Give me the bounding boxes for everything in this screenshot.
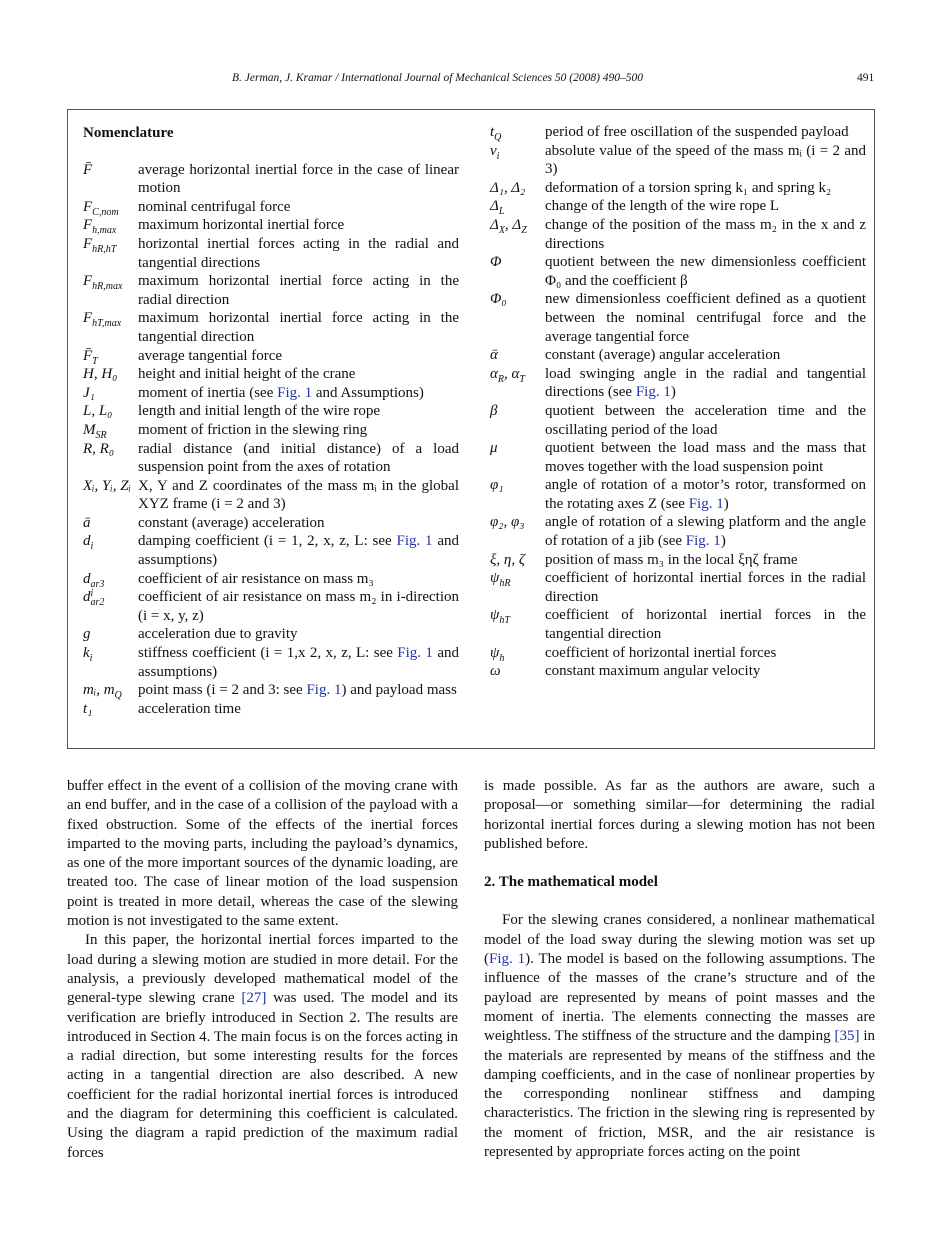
nomenclature-description: damping coefficient (i = 1, 2, x, z, L: see Fig. 1 and assumptions) — [138, 533, 460, 569]
page-number: 491 — [857, 72, 875, 84]
nomenclature-entry — [83, 384, 459, 403]
nomenclature-entry — [83, 309, 459, 346]
nomenclature-entry — [490, 606, 866, 643]
nomenclature-description: coefficient of horizontal inertial forces in the radial direction — [545, 570, 866, 605]
nomenclature-symbol: $v_i$ — [490, 142, 500, 162]
running-title: B. Jerman, J. Kramar / International Journal of Mechanical Sciences 50 (2008) 490–500 — [232, 72, 644, 84]
nomenclature-description: stiffness coefficient (i = 1,x 2, x, z, L: see Fig. 1 and assumptions) — [138, 645, 459, 680]
nomenclature-entry — [490, 290, 866, 346]
nomenclature-description: quotient between the acceleration time and the oscillating period of the load — [545, 402, 866, 438]
nomenclature-description: new dimensionless coefficient defined as a quotient between the nominal centrifugal force and the average tangential force — [545, 291, 866, 345]
nomenclature-entry — [83, 570, 459, 589]
nomenclature-description: change of the length of the wire rope L — [545, 198, 780, 215]
nomenclature-symbol: $F_{hT,max}$ — [83, 310, 122, 330]
nomenclature-symbol: F̄ — [83, 161, 93, 178]
nomenclature-description: radial distance (and initial distance) of a load suspension point from the axes of rotation — [138, 440, 459, 476]
nomenclature-description: average horizontal inertial force in the case of linear motion — [138, 161, 459, 197]
nomenclature-description: coefficient of air resistance on mass m₂ in i-direction (i = x, y, z) — [138, 589, 459, 624]
body-paragraph: is made possible. As far as the authors are aware, such a proposal—or something similar—for determining the radial horizontal inertial forces during a slewing motion has not been published before. — [484, 778, 875, 852]
nomenclature-description: quotient between the new dimensionless coefficient Φ₀ and the coefficient β — [545, 254, 866, 289]
nomenclature-entry — [490, 569, 866, 606]
nomenclature-description: angle of rotation of a motor’s rotor, transformed on the rotating axes Z (see Fig. 1) — [545, 477, 866, 512]
nomenclature-description: point mass (i = 2 and 3: see Fig. 1) and payload mass — [138, 682, 457, 699]
nomenclature-entry — [490, 402, 866, 439]
reference-link[interactable]: Fig. 1 — [397, 645, 433, 662]
nomenclature-entry — [490, 644, 866, 663]
nomenclature-entry — [83, 588, 459, 625]
nomenclature-entry — [83, 365, 459, 384]
reference-link[interactable]: Fig. 1 — [685, 533, 721, 550]
nomenclature-entry — [490, 365, 866, 402]
nomenclature-entry — [490, 179, 866, 198]
reference-link[interactable]: [35] — [834, 1028, 860, 1045]
nomenclature-symbol: t₁ — [83, 700, 93, 717]
nomenclature-symbol: g — [83, 626, 91, 643]
nomenclature-description: acceleration time — [138, 700, 241, 717]
nomenclature-title: Nomenclature — [83, 125, 174, 141]
nomenclature-entry — [83, 532, 459, 569]
nomenclature-symbol: Xᵢ, Yᵢ, Zᵢ — [83, 477, 131, 494]
nomenclature-symbol: $F_{hR,max}$ — [83, 273, 123, 293]
nomenclature-entry — [490, 197, 866, 216]
nomenclature-entry — [83, 644, 459, 681]
nomenclature-symbol: $\Delta_X$, $\Delta_Z$ — [490, 216, 527, 236]
nomenclature-entry — [490, 439, 866, 476]
nomenclature-symbol: $\Delta_L$ — [490, 198, 505, 218]
body-paragraph: buffer effect in the event of a collision of the moving crane with an end buffer, and in the case of a collision of the payload with a fixed obstruction. Some of the effects of the inertial forces imparted to the moving parts, including the payload’s dynamics, as one of the more important sources of the dynamic loading, are treated too. The case of linear motion of the load suspension point is treated in more detail, whereas the case of the slewing motion is not investigated to the same extent. — [67, 778, 458, 930]
nomenclature-description: constant (average) angular acceleration — [545, 347, 781, 364]
reference-link[interactable]: Fig. 1 — [277, 384, 313, 401]
nomenclature-symbol: mᵢ, $m_Q$ — [83, 682, 122, 702]
nomenclature-symbol: J₁ — [83, 384, 95, 401]
nomenclature-description: coefficient of horizontal inertial forces in the tangential direction — [545, 607, 866, 643]
nomenclature-symbol: μ — [490, 440, 498, 457]
nomenclature-description: absolute value of the speed of the mass mᵢ (i = 2 and 3) — [545, 142, 866, 178]
nomenclature-entry — [490, 216, 866, 253]
nomenclature-symbol: $F_{C,nom}$ — [83, 198, 119, 218]
nomenclature-description: coefficient of air resistance on mass m₃ — [138, 570, 374, 587]
body-paragraph: In this paper, the horizontal inertial forces imparted to the load during a slewing motion are studied in more detail. For the analysis, a previously developed mathematical model of the general-type slewing crane [27] was used. The model and its verification are briefly introduced in Section 2. The results are introduced in Section 4. The main focus is on the forces acting in a radial direction, but some interesting results for the forces acting in a tangential direction are also described. A new coefficient for the radial horizontal inertial forces is introduced and the diagram for determining this coefficient is calculated. Using the diagram a rapid prediction of the maximum radial forces — [67, 932, 458, 1161]
nomenclature-symbol: $d_{ar3}$ — [83, 570, 105, 590]
nomenclature-symbol: φ₂, φ₃ — [490, 514, 525, 531]
nomenclature-symbol: ā — [83, 514, 91, 531]
nomenclature-description: change of the position of the mass m₂ in the x and z directions — [545, 216, 866, 252]
nomenclature-entry — [83, 161, 459, 198]
nomenclature-entry — [83, 440, 459, 477]
nomenclature-entry — [490, 662, 866, 681]
nomenclature-description: constant (average) acceleration — [138, 514, 325, 531]
nomenclature-description: nominal centrifugal force — [138, 198, 291, 215]
nomenclature-symbol: $k_i$ — [83, 645, 93, 665]
nomenclature-entry — [83, 421, 459, 440]
nomenclature-description: deformation of a torsion spring k₁ and spring k₂ — [545, 179, 832, 196]
nomenclature-description: maximum horizontal inertial force — [138, 217, 345, 234]
nomenclature-description: average tangential force — [138, 347, 283, 364]
nomenclature-symbol: ω — [490, 663, 501, 680]
nomenclature-box — [67, 109, 875, 749]
nomenclature-description: position of mass m₃ in the local ξηζ frame — [545, 551, 798, 568]
nomenclature-entry — [83, 681, 459, 700]
nomenclature-symbol: $F_{h,max}$ — [83, 217, 117, 237]
nomenclature-entry — [83, 272, 459, 309]
nomenclature-entry — [83, 514, 459, 533]
section-heading: 2. The mathematical model — [484, 874, 658, 891]
nomenclature-symbol: ξ, η, ζ — [490, 551, 525, 568]
nomenclature-symbol: L, L₀ — [83, 403, 113, 420]
nomenclature-symbol: $d_i$ — [83, 533, 94, 553]
nomenclature-description: maximum horizontal inertial force acting in the radial direction — [138, 273, 459, 308]
nomenclature-entry — [83, 198, 459, 217]
nomenclature-symbol: $F̄_T$ — [83, 347, 98, 367]
nomenclature-entry — [83, 402, 459, 421]
nomenclature-entry — [83, 477, 459, 514]
nomenclature-description: constant maximum angular velocity — [545, 663, 761, 680]
nomenclature-symbol: Φ₀ — [490, 291, 507, 308]
reference-link[interactable]: Fig. 1 — [635, 384, 671, 401]
nomenclature-symbol: Φ — [490, 254, 502, 271]
reference-link[interactable]: Fig. 1 — [396, 533, 433, 550]
nomenclature-description: moment of inertia (see Fig. 1 and Assumptions) — [138, 384, 424, 401]
nomenclature-entry — [490, 142, 866, 179]
nomenclature-symbol: $t_Q$ — [490, 124, 502, 143]
nomenclature-description: maximum horizontal inertial force acting in the tangential direction — [138, 310, 459, 345]
nomenclature-symbol: Δ₁, Δ₂ — [490, 179, 526, 196]
nomenclature-entry — [83, 347, 459, 366]
nomenclature-description: length and initial length of the wire rope — [138, 403, 381, 420]
nomenclature-entry — [490, 346, 866, 365]
nomenclature-symbol: ᾱ — [490, 347, 498, 364]
nomenclature-entry — [490, 123, 866, 142]
nomenclature-symbol: φ₁ — [490, 477, 504, 494]
nomenclature-symbol: $F_{hR,hT}$ — [83, 235, 117, 255]
nomenclature-entry — [490, 476, 866, 513]
nomenclature-symbol: H, H₀ — [83, 366, 118, 383]
nomenclature-entry — [83, 700, 459, 719]
nomenclature-entry — [490, 253, 866, 290]
nomenclature-symbol: β — [490, 402, 498, 419]
nomenclature-description: height and initial height of the crane — [138, 366, 356, 383]
nomenclature-symbol: $\psi_{hT}$ — [490, 607, 510, 627]
nomenclature-entry — [83, 625, 459, 644]
nomenclature-entry — [490, 513, 866, 550]
reference-link[interactable]: Fig. 1 — [688, 495, 724, 512]
nomenclature-description: load swinging angle in the radial and tangential directions (see Fig. 1) — [545, 365, 866, 401]
body-paragraph: For the slewing cranes considered, a nonlinear mathematical model of the load sway during the slewing motion was set up (Fig. 1). The model is based on the following assumptions. The influence of the masses of the crane’s structure and of the payload are represented by means of point masses and the moment of inertia. The elements connecting the masses are weightless. The stiffness of the structure and the damping [35] in the materials are represented by means of the stiffness and the damping coefficients, and in the case of nonlinear properties by the corresponding nonlinear stiffness and damping characteristics. The friction in the slewing ring is represented by the moment of friction, MSR, and the air resistance is represented by appropriate forces acting on the point — [484, 912, 876, 1161]
nomenclature-right-column — [490, 123, 866, 681]
nomenclature-symbol: R, R₀ — [83, 440, 115, 457]
nomenclature-symbol: $\psi_h$ — [490, 644, 505, 664]
nomenclature-entry — [490, 551, 866, 570]
body-right-column — [484, 777, 875, 1162]
nomenclature-description: period of free oscillation of the suspended payload — [545, 124, 849, 140]
nomenclature-description: acceleration due to gravity — [138, 626, 298, 643]
nomenclature-description: moment of friction in the slewing ring — [138, 421, 368, 438]
reference-link[interactable]: [27] — [241, 990, 267, 1007]
reference-link[interactable]: Fig. 1 — [489, 951, 526, 968]
nomenclature-description: angle of rotation of a slewing platform and the angle of rotation of a jib (see Fig. 1) — [545, 514, 866, 550]
nomenclature-symbol: $M_{SR}$ — [83, 421, 107, 441]
nomenclature-symbol: $\alpha_R$, $\alpha_T$ — [490, 365, 525, 385]
nomenclature-description: coefficient of horizontal inertial forces — [545, 644, 777, 661]
nomenclature-entry — [83, 235, 459, 272]
nomenclature-symbol: $\psi_{hR}$ — [490, 570, 511, 590]
body-left-column — [67, 777, 458, 1163]
nomenclature-entry — [83, 216, 459, 235]
nomenclature-description: quotient between the load mass and the mass that moves together with the load suspension point — [545, 440, 866, 475]
reference-link[interactable]: Fig. 1 — [306, 682, 342, 699]
nomenclature-description: X, Y and Z coordinates of the mass mᵢ in the global XYZ frame (i = 2 and 3) — [138, 477, 459, 513]
nomenclature-description: horizontal inertial forces acting in the radial and tangential directions — [138, 235, 459, 271]
nomenclature-symbol: d i ar2 — [83, 587, 105, 608]
nomenclature-left-column — [83, 124, 459, 718]
